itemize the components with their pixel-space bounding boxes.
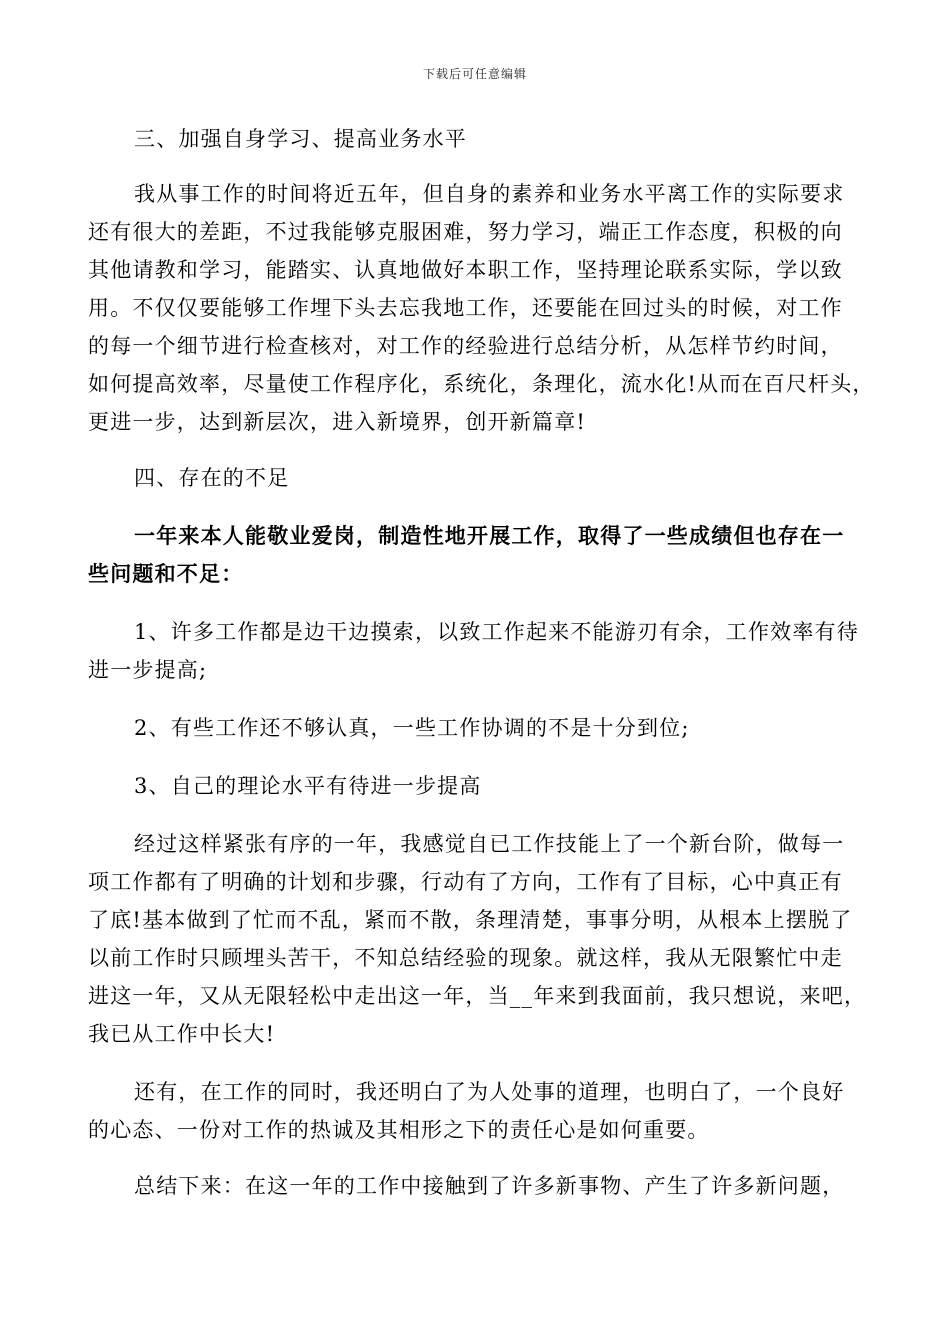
page-header: 下载后可任意编辑 [422,67,527,81]
paragraph-line: 的每一个细节进行检查核对，对工作的经验进行总结分析，从怎样节约时间， [88,334,843,358]
paragraph-line: 还有很大的差距，不过我能够克服困难，努力学习，端正工作态度，积极的向 [88,220,843,244]
bold-paragraph-line: 些问题和不足： [88,561,244,586]
paragraph-line: 更进一步，达到新层次，进入新境界，创开新篇章! [88,410,587,434]
paragraph-line: 进这一年，又从无限轻松中走出这一年，当__年来到我面前，我只想说，来吧， [88,984,867,1008]
list-item-2: 2、有些工作还不够认真，一些工作协调的不是十分到位; [134,716,690,740]
paragraph-line: 还有，在工作的同时，我还明白了为人处事的道理，也明白了，一个良好 [134,1080,845,1104]
paragraph-line: 以前工作时只顾埋头苦干，不知总结经验的现象。就这样，我从无限繁忙中走 [88,946,843,970]
paragraph-line: 经过这样紧张有序的一年，我感觉自已工作技能上了一个新台阶，做每一 [134,832,845,856]
section-heading-3: 三、加强自身学习、提高业务水平 [134,127,467,151]
paragraph-line: 用。不仅仅要能够工作埋下头去忘我地工作，还要能在回过头的时候，对工作 [88,296,843,320]
list-item-1-continued: 进一步提高; [88,658,208,682]
paragraph-line: 了底!基本做到了忙而不乱，紧而不散，条理清楚，事事分明，从根本上摆脱了 [88,908,853,932]
paragraph-line: 我已从工作中长大! [88,1022,276,1046]
paragraph-line: 如何提高效率，尽量使工作程序化，系统化，条理化，流水化!从而在百尺杆头， [88,372,875,396]
section-heading-4: 四、存在的不足 [134,466,290,490]
list-item-3: 3、自己的理论水平有待进一步提高 [134,774,482,798]
paragraph-line: 项工作都有了明确的计划和步骤，行动有了方向，工作有了目标，心中真正有 [88,870,843,894]
paragraph-line: 我从事工作的时间将近五年，但自身的素养和业务水平离工作的实际要求 [134,182,845,206]
list-item-1: 1、许多工作都是边干边摸索，以致工作起来不能游刃有余，工作效率有待 [134,620,859,644]
paragraph-line: 的心态、一份对工作的热诚及其相形之下的责任心是如何重要。 [88,1118,710,1142]
bold-paragraph-line: 一年来本人能敬业爱岗，制造性地开展工作，取得了一些成绩但也存在一 [134,523,845,548]
paragraph-line: 总结下来：在这一年的工作中接触到了许多新事物、产生了许多新问题， [134,1174,845,1198]
paragraph-line: 其他请教和学习，能踏实、认真地做好本职工作，坚持理论联系实际，学以致 [88,258,843,282]
